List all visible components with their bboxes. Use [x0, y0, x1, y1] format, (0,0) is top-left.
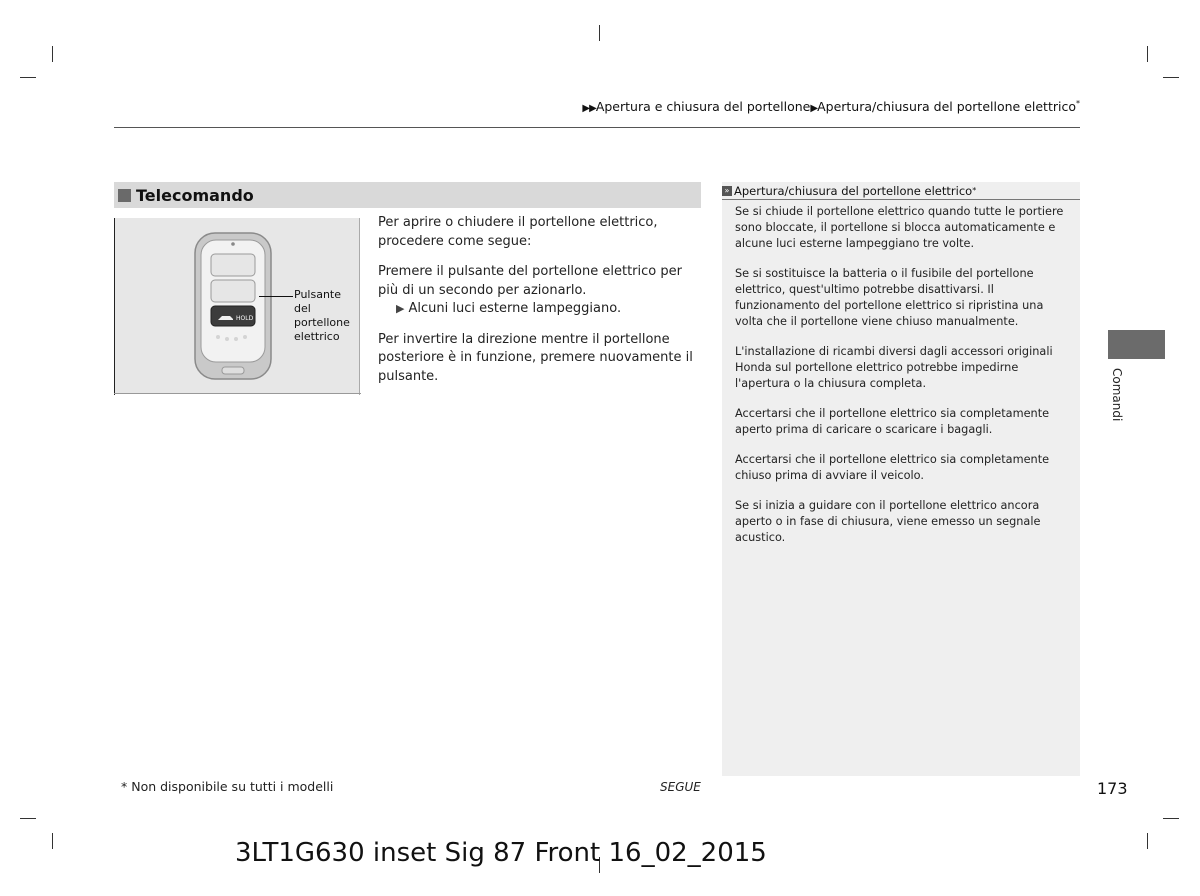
- footnote: * Non disponibile su tutti i modelli: [121, 779, 334, 794]
- crop-mark: [1147, 46, 1148, 62]
- crop-mark: [52, 833, 53, 849]
- body-paragraph: Per invertire la direzione mentre il portellone posteriore è in funzione, premere nuovamente il pulsante.: [378, 331, 693, 384]
- figure-border-bottom: [114, 393, 361, 394]
- breadcrumb-part1: Apertura e chiusura del portellone: [595, 99, 811, 115]
- chapter-tab-label: Comandi: [1110, 368, 1124, 422]
- svg-text:HOLD: HOLD: [236, 315, 254, 322]
- section-title: Telecomando: [136, 185, 254, 205]
- triangle-bullet-icon: ▶: [396, 302, 405, 315]
- continued-label: SEGUE: [660, 780, 701, 794]
- crop-mark: [1147, 833, 1148, 849]
- crop-mark: [599, 25, 600, 41]
- sidebar-note: Se si inizia a guidare con il portellone elettrico ancora aperto o in fase di chiusura, viene emesso un segnale acustico.: [735, 499, 1041, 544]
- reference-marker-icon: »: [722, 186, 732, 196]
- crop-mark: [52, 46, 53, 62]
- notes-sidebar: [722, 182, 1080, 776]
- header-rule: [114, 127, 1080, 128]
- section-square-icon: [118, 189, 131, 202]
- callout-label: Pulsante del portellone elettrico: [294, 288, 350, 343]
- body-sub-item: ▶ Alcuni luci esterne lampeggiano.: [396, 301, 622, 316]
- key-fob-illustration: [194, 232, 272, 380]
- page-number: 173: [1097, 779, 1128, 798]
- double-arrow-icon: ▶▶: [582, 103, 596, 115]
- chapter-tab: [1108, 330, 1165, 359]
- sidebar-notes: [735, 204, 1070, 560]
- body-text: [378, 214, 703, 398]
- breadcrumb-star: *: [1076, 99, 1080, 108]
- print-job-line: 3LT1G630 inset Sig 87 Front 16_02_2015: [235, 838, 767, 868]
- section-heading: [114, 182, 701, 208]
- breadcrumb: [582, 99, 1080, 114]
- body-paragraph: Premere il pulsante del portellone elettrico per più di un secondo per azionarlo.: [378, 264, 682, 298]
- sidebar-note: Se si sostituisce la batteria o il fusibile del portellone elettrico, quest'ultimo potrebbe disattivarsi. Il funzionamento del portellone elettrico si ripristina una volta che il portellone viene chiuso manualmente.: [735, 267, 1044, 328]
- sidebar-note: Accertarsi che il portellone elettrico sia completamente chiuso prima di avviare il veicolo.: [735, 453, 1050, 482]
- arrow-icon: ▶: [810, 103, 818, 115]
- crop-mark: [20, 818, 36, 819]
- sidebar-note: Se si chiude il portellone elettrico quando tutte le portiere sono bloccate, il portellone si blocca automaticamente e alcune luci esterne lampeggiano tre volte.: [735, 205, 1064, 250]
- figure-border-left: [114, 218, 115, 395]
- sidebar-note: L'installazione di ricambi diversi dagli accessori originali Honda sul portellone elettrico potrebbe impedirne l'apertura o la chiusura completa.: [735, 345, 1053, 390]
- crop-mark: [1163, 77, 1179, 78]
- sidebar-note: Accertarsi che il portellone elettrico sia completamente aperto prima di caricare o scaricare i bagagli.: [735, 407, 1050, 436]
- body-paragraph: Per aprire o chiudere il portellone elettrico, procedere come segue:: [378, 215, 658, 249]
- crop-mark: [1163, 818, 1179, 819]
- sidebar-heading: » Apertura/chiusura del portellone elettrico *: [722, 182, 1080, 200]
- remote-figure: [114, 218, 359, 393]
- callout-leader-line: [259, 296, 293, 297]
- breadcrumb-part2: Apertura/chiusura del portellone elettrico: [817, 99, 1076, 115]
- figure-border-right: [359, 218, 360, 395]
- crop-mark: [20, 77, 36, 78]
